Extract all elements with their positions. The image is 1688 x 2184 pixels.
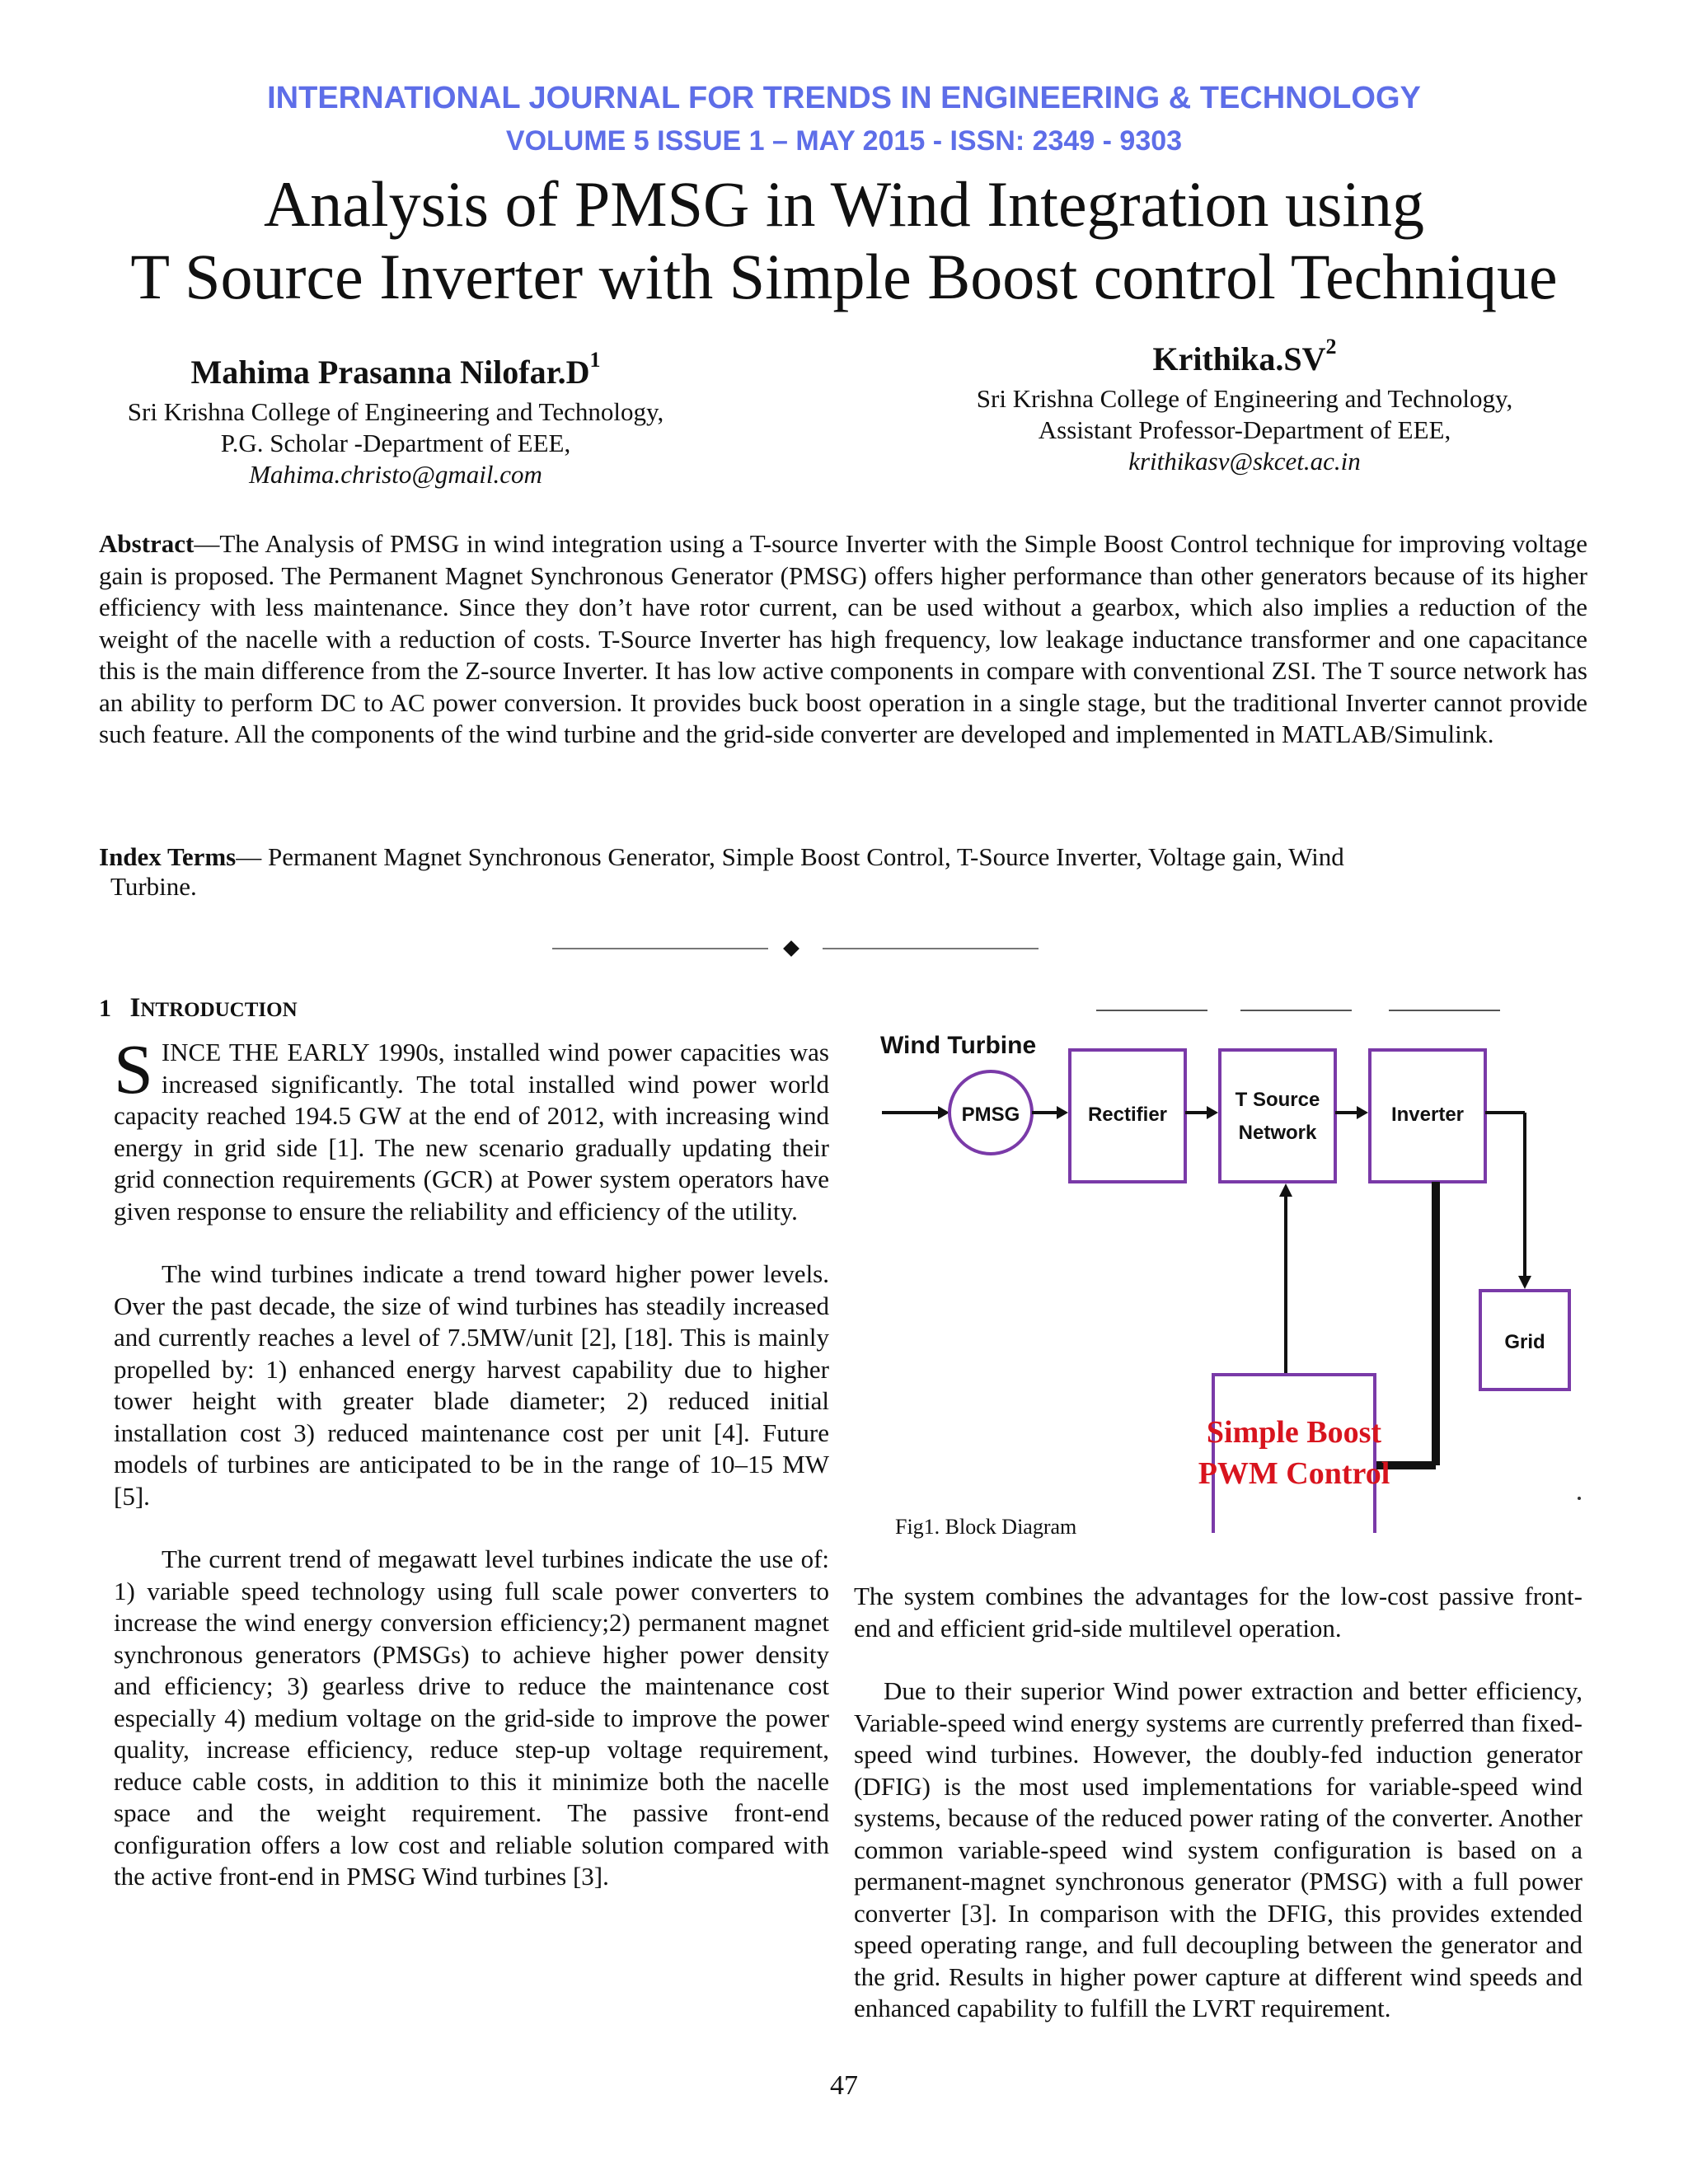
intro-right-column: [854, 1581, 1582, 2025]
intro-paragraph-1: S INCE THE EARLY 1990s, installed wind power capacities was increased significantly. The total installed wind power world capacity reached 194.5 GW at the end of 2012, with increasing wind energy in grid side [1]. The new scenario gradually updating their grid connection requirements (GCR) at Power system operators have given response to ensure the reliability and efficiency of the utility.: [114, 1029, 829, 1226]
author-email-2[interactable]: krithikasv@skcet.ac.in: [1128, 447, 1361, 476]
author-name-2: $Krithika.SV^2$: [1152, 335, 1337, 377]
index-terms-label: Index Terms: [99, 842, 237, 871]
abstract: Abstract—The Analysis of PMSG in wind integration using a T-source Inverter with the Simple Boost Control technique for improving voltage gain is proposed. The Permanent Magnet Synchronous Generator (PMSG) offers higher performance than other generators because of its higher efficiency with less maintenance. Since they don’t have rotor current, can be used without a gearbox, which also implies a reduction of the weight of the nacelle with a reduction of costs. T-Source Inverter has high frequency, low leakage inductance transformer and one capacitance this is the main difference from the Z-source Inverter. It has low active components in compare with conventional ZSI. The T source network has an ability to perform DC to AC power conversion. It provides buck boost operation in a single stage, but the traditional Inverter cannot provide such feature. All the components of the wind turbine and the grid-side converter are developed and implemented in MATLAB/Simulink.: [99, 529, 1587, 748]
t-source-label-2: Network: [1238, 1122, 1317, 1144]
intro-paragraph-3: The current trend of megawatt level turbines indicate the use of: 1) variable speed technology using full scale power converters to increase the wind energy conversion efficiency;2) permanent magnet synchronous generators (PMSGs) to achieve higher power density and efficiency; 3) gearless drive to reduce the maintenance cost especially 4) medium voltage on the grid-side to improve the power quality, increase efficiency, reduce step-up voltage requirement, reduce cable costs, in addition to this it minimize both the nacelle space and the weight requirement. The passive front-end configuration offers a low cost and reliable solution compared with the active front-end in PMSG Wind turbines [3].: [114, 1544, 829, 1891]
intro-left-column: [114, 1029, 829, 1893]
author-email-1[interactable]: Mahima.christo@gmail.com: [249, 460, 542, 489]
inverter-label: Inverter: [1390, 1104, 1465, 1126]
section-heading-introduction: 1 INTRODUCTION: [99, 993, 298, 1023]
author-role-2: Assistant Professor-Department of EEE,: [1038, 415, 1451, 444]
block-diagram-figure: [874, 997, 1599, 1533]
author-affiliation-2: Sri Krishna College of Engineering and Technology,: [976, 384, 1513, 413]
figure-dot: [1578, 1497, 1581, 1500]
t-source-network-block: [1220, 1050, 1335, 1182]
grid-label: Grid: [1504, 1331, 1545, 1353]
t-source-label-1: T Source: [1235, 1089, 1320, 1111]
page-number: 47: [830, 2070, 858, 2101]
right-paragraph-2: Due to their superior Wind power extraction and better efficiency, Variable-speed wind energy systems are currently preferred than fixed-speed wind turbines. However, the doubly-fed induction generator (DFIG) is the most used implementations for variable-speed wind systems, because of the reduced power rating of the converter. Another common variable-speed wind system configuration is based on a permanent-magnet synchronous generator (PMSG) with a full power converter [3]. In comparison with the DFIG, this provides extended speed operating range, and full decoupling between the generator and the grid. Results in higher power capture at different wind speeds and enhanced capability to fulfill the LVRT requirement.: [854, 1676, 1582, 2022]
intro-paragraph-2: The wind turbines indicate a trend toward higher power levels. Over the past decade, the size of wind turbines has steadily increased and currently reaches a level of 7.5MW/unit [2], [18]. This is mainly propelled by: 1) enhanced energy harvest capability due to higher tower height with greater blade diameter; 2) reduced initial installation cost 3) reduced maintenance cost per unit [4]. Future models of turbines are anticipated to be in the range of 10–15 MW [5].: [114, 1259, 829, 1511]
paper-title-line1: Analysis of PMSG in Wind Integration using: [263, 168, 1425, 240]
index-terms-text-cont: Turbine.: [110, 872, 197, 901]
figure-caption: Fig1. Block Diagram: [895, 1515, 1077, 1539]
rectifier-label: Rectifier: [1087, 1104, 1168, 1126]
abstract-text: The Analysis of PMSG in wind integration using a T-source Inverter with the Simple Boost Control technique for improving voltage gain is proposed. The Permanent Magnet Synchronous Generator (PMSG) offers higher performance than other generators because of its higher efficiency with less maintenance. Since they don’t have rotor current, can be used without a gearbox, which also implies a reduction of the weight of the nacelle with a reduction of costs. T-Source Inverter has high frequency, low leakage inductance transformer and one capacitance this is the main difference from the Z-source Inverter. It has low active components in compare with conventional ZSI. The T source network has an ability to perform DC to AC power conversion. It provides buck boost operation in a single stage, but the traditional Inverter cannot provide such feature. All the components of the wind turbine and the grid-side converter are developed and implemented in MATLAB/Simulink.: [99, 529, 1587, 748]
pmsg-label: PMSG: [961, 1104, 1020, 1126]
index-terms: Index Terms— Permanent Magnet Synchronous Generator, Simple Boost Control, T-Source Inverter, Voltage gain, Wind Turbine.: [99, 842, 1344, 901]
separator-left: [552, 948, 768, 949]
control-label-2: PWM Control: [1198, 1456, 1390, 1491]
separator-right: [823, 948, 1039, 949]
separator-diamond: [783, 940, 799, 957]
author-block-2: [923, 335, 1566, 477]
wind-turbine-label: Wind Turbine: [880, 1032, 1037, 1059]
author-role-1: P.G. Scholar -Department of EEE,: [220, 429, 571, 457]
simple-boost-control-block: [1213, 1375, 1375, 1533]
author-name-1: Mahima Prasanna $Nilofar.D^1$: [190, 348, 601, 391]
journal-name: INTERNATIONAL JOURNAL FOR TRENDS IN ENGINEERING & TECHNOLOGY: [267, 81, 1421, 115]
author-affiliation-1: Sri Krishna College of Engineering and Technology,: [127, 397, 664, 426]
right-paragraph-1: The system combines the advantages for the low-cost passive front-end and efficient grid-side multilevel operation.: [854, 1582, 1582, 1643]
abstract-label: Abstract: [99, 529, 195, 558]
drop-cap: S: [114, 1029, 153, 1108]
author-block-1: [124, 348, 668, 490]
journal-issue: VOLUME 5 ISSUE 1 – MAY 2015 - ISSN: 2349 - 9303: [505, 125, 1183, 157]
control-label-1: Simple Boost: [1206, 1415, 1382, 1450]
paper-title-line2: T Source Inverter with Simple Boost control Technique: [130, 241, 1558, 312]
index-terms-text: Permanent Magnet Synchronous Generator, Simple Boost Control, T-Source Inverter, Voltage gain, Wind: [261, 842, 1344, 871]
